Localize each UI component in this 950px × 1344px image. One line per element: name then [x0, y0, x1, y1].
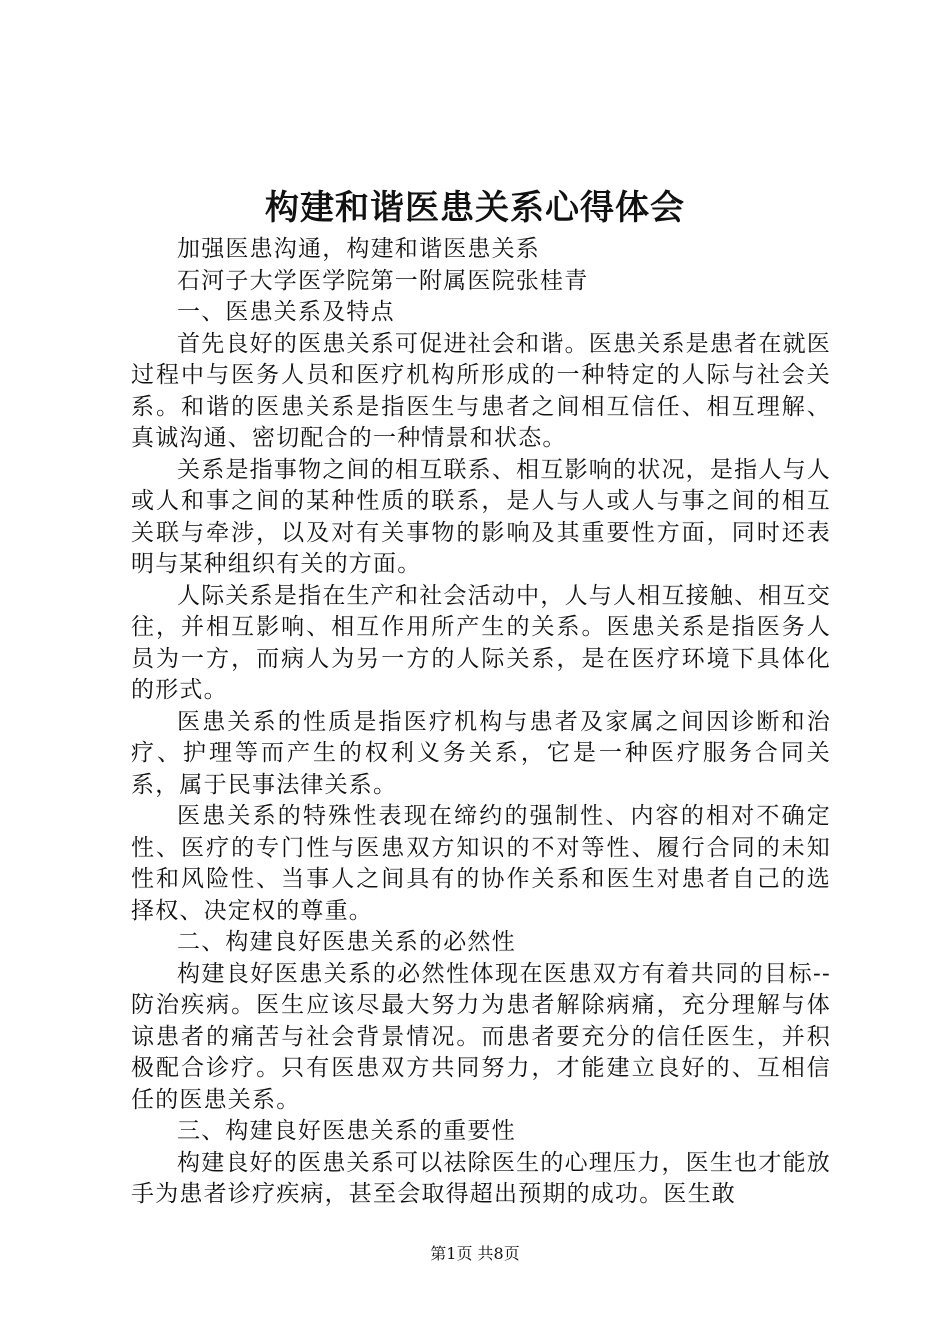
paragraph: 医患关系的性质是指医疗机构与患者及家属之间因诊断和治疗、护理等而产生的权利义务关系，它是一种医疗服务合同关系，属于民事法律关系。 [131, 708, 831, 798]
paragraph: 构建良好医患关系的必然性体现在医患双方有着共同的目标--防治疾病。医生应该尽最大努力为患者解除病痛，充分理解与体谅患者的痛苦与社会背景情况。而患者要充分的信任医生，并积极配合诊疗。只有医患双方共同努力，才能建立良好的、互相信任的医患关系。 [131, 960, 831, 1113]
page-footer: 第1页 共8页 [430, 1244, 520, 1263]
paragraph: 首先良好的医患关系可促进社会和谐。医患关系是患者在就医过程中与医务人员和医疗机构所形成的一种特定的人际与社会关系。和谐的医患关系是指医生与患者之间相互信任、相互理解、真诚沟通、密切配合的一种情景和状态。 [131, 330, 831, 451]
section-heading-3: 三、构建良好医患关系的重要性 [177, 1118, 516, 1144]
paragraph: 关系是指事物之间的相互联系、相互影响的状况，是指人与人或人和事之间的某种性质的联系，是人与人或人与事之间的相互关联与牵涉，以及对有关事物的影响及其重要性方面，同时还表明与某种组织有关的方面。 [131, 456, 831, 577]
paragraph: 人际关系是指在生产和社会活动中，人与人相互接触、相互交往，并相互影响、相互作用所产生的关系。医患关系是指医务人员为一方，而病人为另一方的人际关系，是在医疗环境下具体化的形式。 [131, 582, 831, 703]
document-title: 构建和谐医患关系心得体会 [265, 188, 685, 228]
section-heading-2: 二、构建良好医患关系的必然性 [177, 929, 516, 955]
paragraph-author: 石河子大学医学院第一附属医院张桂青 [177, 267, 589, 294]
section-heading-1: 一、医患关系及特点 [177, 299, 395, 325]
paragraph: 构建良好的医患关系可以祛除医生的心理压力，医生也才能放手为患者诊疗疾病，甚至会取得超出预期的成功。医生敢 [131, 1149, 831, 1207]
paragraph-subtitle: 加强医患沟通，构建和谐医患关系 [177, 236, 540, 262]
paragraph: 医患关系的特殊性表现在缔约的强制性、内容的相对不确定性、医疗的专门性与医患双方知识的不对等性、履行合同的未知性和风险性、当事人之间具有的协作关系和医生对患者自己的选择权、决定权的尊重。 [131, 803, 831, 924]
document-body [131, 234, 831, 1211]
